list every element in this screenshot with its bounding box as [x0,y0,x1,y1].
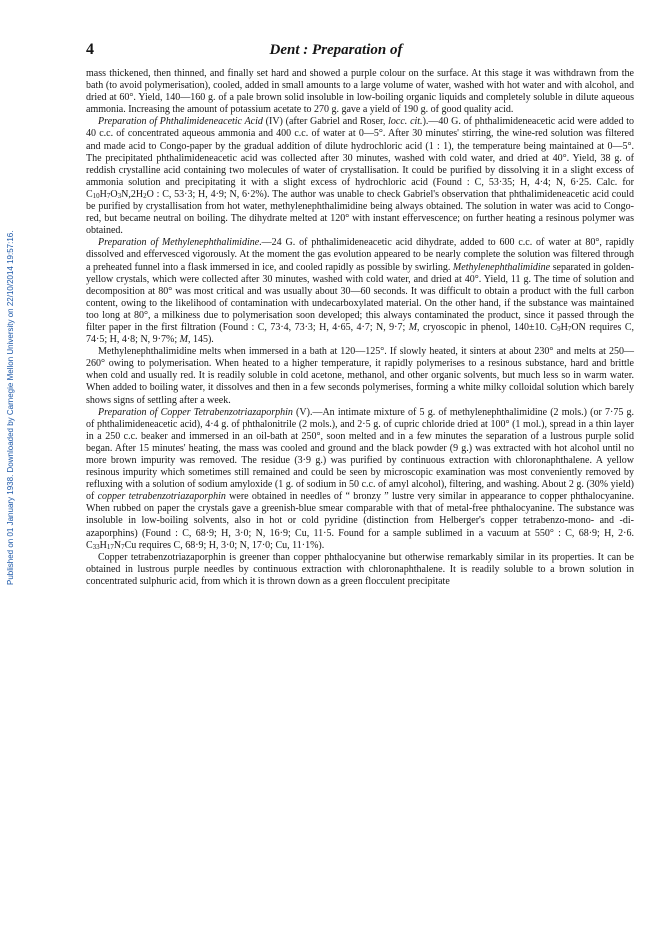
page-number: 4 [86,41,94,58]
formula-subscript: 17 [106,542,114,551]
text-run: separated in golden-yellow crystals, which were collected after 30 minutes, washed with cold water, and dried at 40°. Yield, 11 g. The time of solution and decomposition at 80° was most critical and was usually about 30—60 seconds. It was difficult to obtain a product with the full carbon content, owing to the likelihood of contamination with undecarboxylated material. On the other hand, if the substance was maintained too long at 80°, a milkiness due to polymerisation soon developed; this always contaminated the product, since it passed through the filter paper in the first filtration (Found : C, 73·4, 73·3; H, 4·65, 4·7; N, 9·7; [86,261,634,333]
formula-subscript: 3 [117,191,122,200]
text-run: Cu requires C, 68·9; H, 3·0; N, 17·0; Cu, 11·1%). [124,539,325,551]
italic-run: M [179,334,188,346]
formula-subscript: 2 [143,191,147,200]
paragraph-copper-properties [86,552,634,588]
text-run: N [113,539,122,551]
text-run: Copper tetrabenzotriazaporphin is greener than copper phthalocyanine but otherwise remarkably similar in its properties. It can be obtained in lustrous purple needles by continuous extraction with chloronaphthalene. It is readily soluble to a brown solution in concentrated sulphuric acid, from which it is thrown down as a green flocculent precipitate [86,551,634,587]
running-head: Dent : Preparation of [269,42,403,58]
text-run: (IV) (after Gabriel and Roser, [262,116,389,128]
formula-subscript: 33 [92,542,100,551]
paragraph-continuation [86,68,634,116]
italic-run: Preparation of Copper Tetrabenzotriazaporphin [98,406,293,418]
text-run: .—24 G. of phthalimideneacetic acid dihydrate, added to 600 c.c. of water at 80°, rapidly dissolved and effervesced vigorously. At the moment the gas evolution appeared to be nearly complete the solution was filtered through a preheated funnel into a flask immersed in ice, and cooled rapidly as possible by swirling. [86,237,634,273]
text-run: H [99,188,107,200]
text-run: (V).—An intimate mixture of 5 g. of methylenephthalimidine (2 mols.) (or 7·75 g. of phthalimideneacetic acid), 4·4 g. of phthalonitrile (2 mols.), and 2·5 g. of cupric chloride dried at 100° (1 mol.), spread in a thin layer in a 250 c.c. beaker and immersed in an oil-bath at 250°, soon melted and in a few minutes the separation of a lustrous purple solid began. After 15 minutes' heating, the mass was cooled and ground and the black powder (9 g.) was extracted with hot alcohol until no more brown impurity was removed. The residue (3·9 g.) was purified by continuous extraction with chloronaphthalene. A yellow resinous impurity which sometimes still remained and could be seen by microscopic examination was most conveniently removed by refluxing with a solution of sodium amyloxide (1 g. of sodium in 50 c.c. of amyl alcohol), filtering, and washing. About 2 g. (30% yield) of [86,406,634,503]
paragraph-copper-tetrabenzotriazaporphin [86,407,634,552]
italic-run: Methylenephthalimidine [452,261,551,273]
text-run: N,2H [121,188,144,200]
italic-run: M [408,321,418,333]
text-run: H [560,321,568,333]
text-run: H [99,539,107,551]
formula-subscript: 7 [121,542,125,551]
text-run: ).—40 G. of phthalimideneacetic acid were added to 40 c.c. of concentrated aqueous ammonia and 400 c.c. of water at 0—5°. After 30 minutes' stirring, the wine-red solution was filtered and made acid to Congo-paper by the gradual addition of dilute hydrochloric acid (1 : 1), the temperature being maintained at 0—5°. The precipitated phthalimideneacetic acid was collected after 30 minutes, washed with cold water, and dried at 40°. Yield, 38 g. of reddish crystalline acid containing two molecules of water of crystallisation. It could be purified by dissolving it in a slight excess of ammonia solution and precipitating it with a slight excess of hydrochloric acid (Found : C, 53·35; H, 4·4; N, 6·25. Calc. for C [86,116,634,200]
formula-subscript: 7 [567,324,572,333]
italic-run: Preparation of Phthalimideneacetic Acid [98,116,263,128]
download-watermark[interactable]: Published on 01 January 1938. Downloaded by Carnegie Mellon University on 22/10/2014 19:57:16. [6,230,15,585]
italic-run: locc. cit. [388,116,423,128]
text-run: were obtained in needles of “ bronzy ” lustre very similar in appearance to copper phthalocyanine. When rubbed on paper the crystals gave a greenish-blue smear comparable with that of metal-free phthalocyanine. The substance was insoluble in low-boiling solvents, also in hot or cold pyridine (distinction from Helberger's copper tetrabenzo-mono- and -di-azaporphins) (Found : C, 68·9; H, 3·0; N, 16·9; Cu, 11·5. Found for a sample sublimed in a vacuum at 550° : C, 68·9; H, 2·6. C [86,491,634,551]
formula-subscript: 9 [557,324,561,333]
italic-run: Preparation of Methylenephthalimidine [98,237,260,249]
italic-run: copper tetrabenzotriazaporphin [97,491,226,503]
body-text [86,68,634,588]
paragraph-methylenephthalimidine [86,237,634,346]
text-run: ON requires C, 74·5; H, 4·8; N, 9·7%; [86,321,634,346]
text-run: mass thickened, then thinned, and finally set hard and showed a purple colour on the surface. At this stage it was withdrawn from the bath (to avoid polymerisation), cooled, added in small amounts to a large volume of water, washed with hot water and with alcohol, and dried at 60°. Yield, 140—160 g. of a pale brown solid insoluble in low-boiling organic liquids and completely soluble in dilute aqueous ammonia. Increasing the amount of potassium acetate to 270 g. gave a yield of 190 g. of good quality acid. [86,68,634,116]
formula-subscript: 10 [92,191,100,200]
text-run: , cryoscopic in phenol, 140±10. C [417,321,558,333]
paragraph-phthalimideneacetic-acid [86,116,634,237]
formula-subscript: 7 [106,191,111,200]
text-run: , 145). [187,334,214,346]
text-run: O : C, 53·3; H, 4·9; N, 6·2%). The author was unable to check Gabriel's observation that phthalimideneacetic acid could be purified by crystallisation from hot water, methylenephthalimidine being always obtained. The solution in water was acid to Congo-red, but became neutral on boiling. The dihydrate melted at 120° with instant effervescence; on further heating a resinous polymer was obtained. [86,188,634,237]
text-run: O [110,188,118,200]
paragraph-methylenephthalimidine-properties [86,346,634,406]
text-run: Methylenephthalimidine melts when immersed in a bath at 120—125°. If slowly heated, it sinters at about 230° and melts at 250—260° owing to polymerisation. When heated to a higher temperature, it rapidly polymerises to a resinous substance, hard and brittle when cold and usually red. It is readily soluble in cold acetone, methanol, and other organic solvents, but much less so in warm water. When added to boiling water, it dissolves and then in a few seconds polymerises, forming a white milky colloidal solution which barely shows signs of settling after a week. [86,346,634,406]
